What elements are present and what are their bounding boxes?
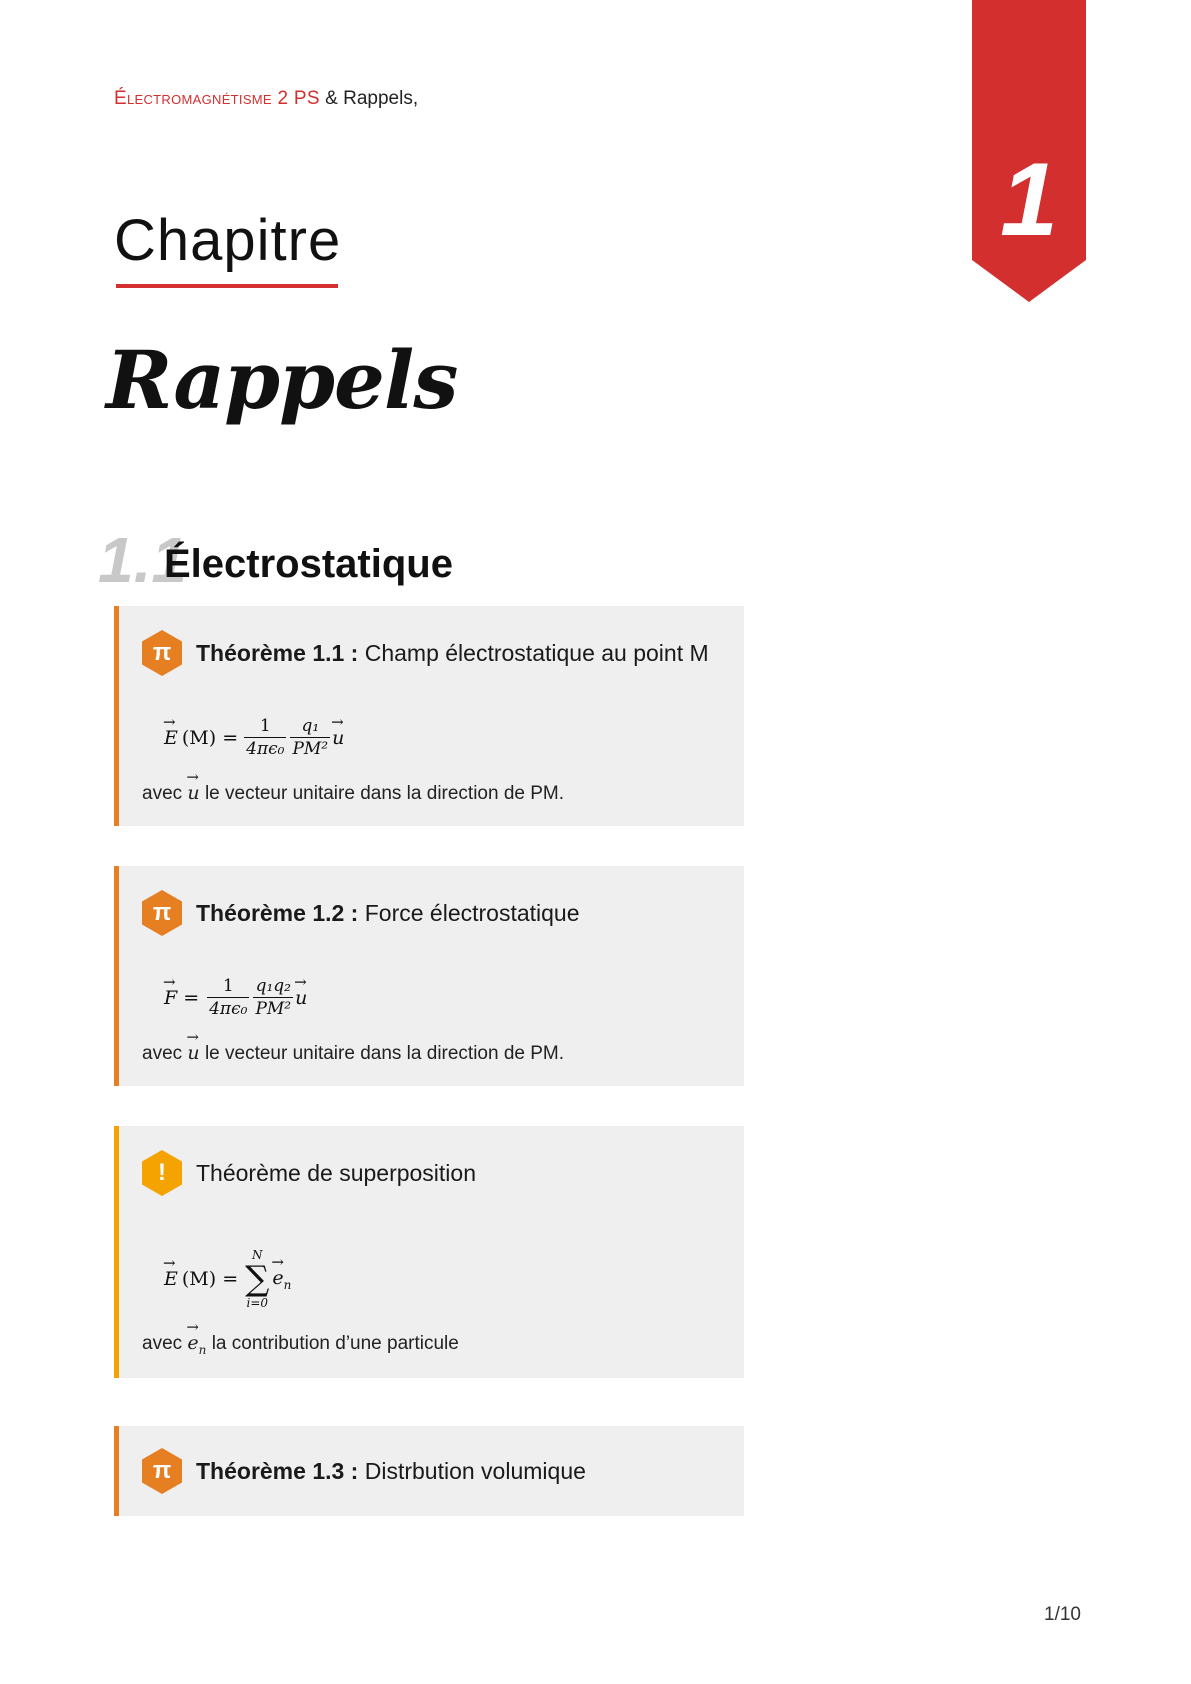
summation: N ∑ i=0 [245, 1248, 270, 1311]
formula [164, 716, 344, 760]
unit-vector: → u [332, 727, 344, 749]
fraction: $\frac{1}{\text{4πϵ₀}}$ [209, 976, 248, 1020]
theorem-title [196, 1160, 476, 1187]
theorem-name: Champ électrostatique au point M [364, 639, 709, 666]
theorem-header [142, 1448, 586, 1494]
chapter-number: 1 [1000, 142, 1058, 258]
theorem-accent-bar [114, 866, 119, 1086]
theorem-header [142, 630, 709, 676]
unit-vector: → u [187, 782, 199, 804]
chapter-underline [116, 284, 338, 288]
vector-symbol: → E [164, 1268, 178, 1290]
chapter-ribbon [972, 0, 1086, 302]
theorem-label: Théorème 1.2 : [196, 899, 359, 926]
header-rest: & Rappels, [325, 88, 419, 109]
theorem-header [142, 1150, 476, 1196]
pi-icon: π [142, 630, 182, 676]
chapter-title: Rappels [106, 333, 458, 427]
running-header [114, 88, 418, 110]
chapter-word: Chapitre [114, 208, 342, 273]
theorem-box [114, 1426, 744, 1516]
theorem-accent-bar [114, 606, 119, 826]
theorem-label: Théorème de superposition [196, 1159, 476, 1186]
fraction: $\frac{\text{q₁q₂}}{\text{PM²}}$ [255, 976, 292, 1020]
theorem-name: Force électrostatique [364, 899, 580, 926]
contribution-vector: → $e_n$ [272, 1267, 291, 1292]
fraction: $\frac{\text{q₁}}{\text{PM²}}$ [292, 716, 329, 760]
formula-argument: = [183, 986, 200, 1009]
theorem-box [114, 866, 744, 1086]
course-name: Électromagnétisme 2 PS [114, 88, 320, 109]
pi-icon: π [142, 890, 182, 936]
theorem-note: avec → u le vecteur unitaire dans la direction de PM. [142, 782, 564, 805]
theorem-label: Théorème 1.3 : [196, 1457, 359, 1484]
vector-symbol: → F [164, 987, 177, 1009]
theorem-box [114, 1126, 744, 1378]
theorem-title [196, 900, 580, 927]
theorem-note: avec → u le vecteur unitaire dans la direction de PM. [142, 1042, 564, 1065]
theorem-box [114, 606, 744, 826]
vector-symbol: → E [164, 727, 178, 749]
theorem-title [196, 640, 709, 667]
theorem-header [142, 890, 580, 936]
pi-icon: π [142, 1448, 182, 1494]
section-title: Électrostatique [164, 542, 453, 586]
page-number: 1/10 [1044, 1604, 1081, 1625]
theorem-accent-bar [114, 1126, 119, 1378]
unit-vector: → u [187, 1042, 199, 1064]
formula-argument: (M) = [181, 726, 239, 749]
theorem-accent-bar [114, 1426, 119, 1516]
theorem-note: avec → $e_n$ la contribution d’une particule [142, 1332, 459, 1357]
unit-vector: → u [295, 987, 307, 1009]
fraction: $\frac{1}{\text{4πϵ₀}}$ [246, 716, 285, 760]
formula [164, 976, 307, 1020]
warning-icon: ! [142, 1150, 182, 1196]
theorem-name: Distrbution volumique [364, 1457, 586, 1484]
theorem-title [196, 1458, 586, 1485]
theorem-label: Théorème 1.1 : [196, 639, 359, 666]
section-number: 1.1 [98, 524, 187, 596]
formula [164, 1248, 291, 1311]
formula-argument: (M) = [181, 1268, 239, 1291]
contribution-vector: → $e_n$ [187, 1332, 206, 1357]
